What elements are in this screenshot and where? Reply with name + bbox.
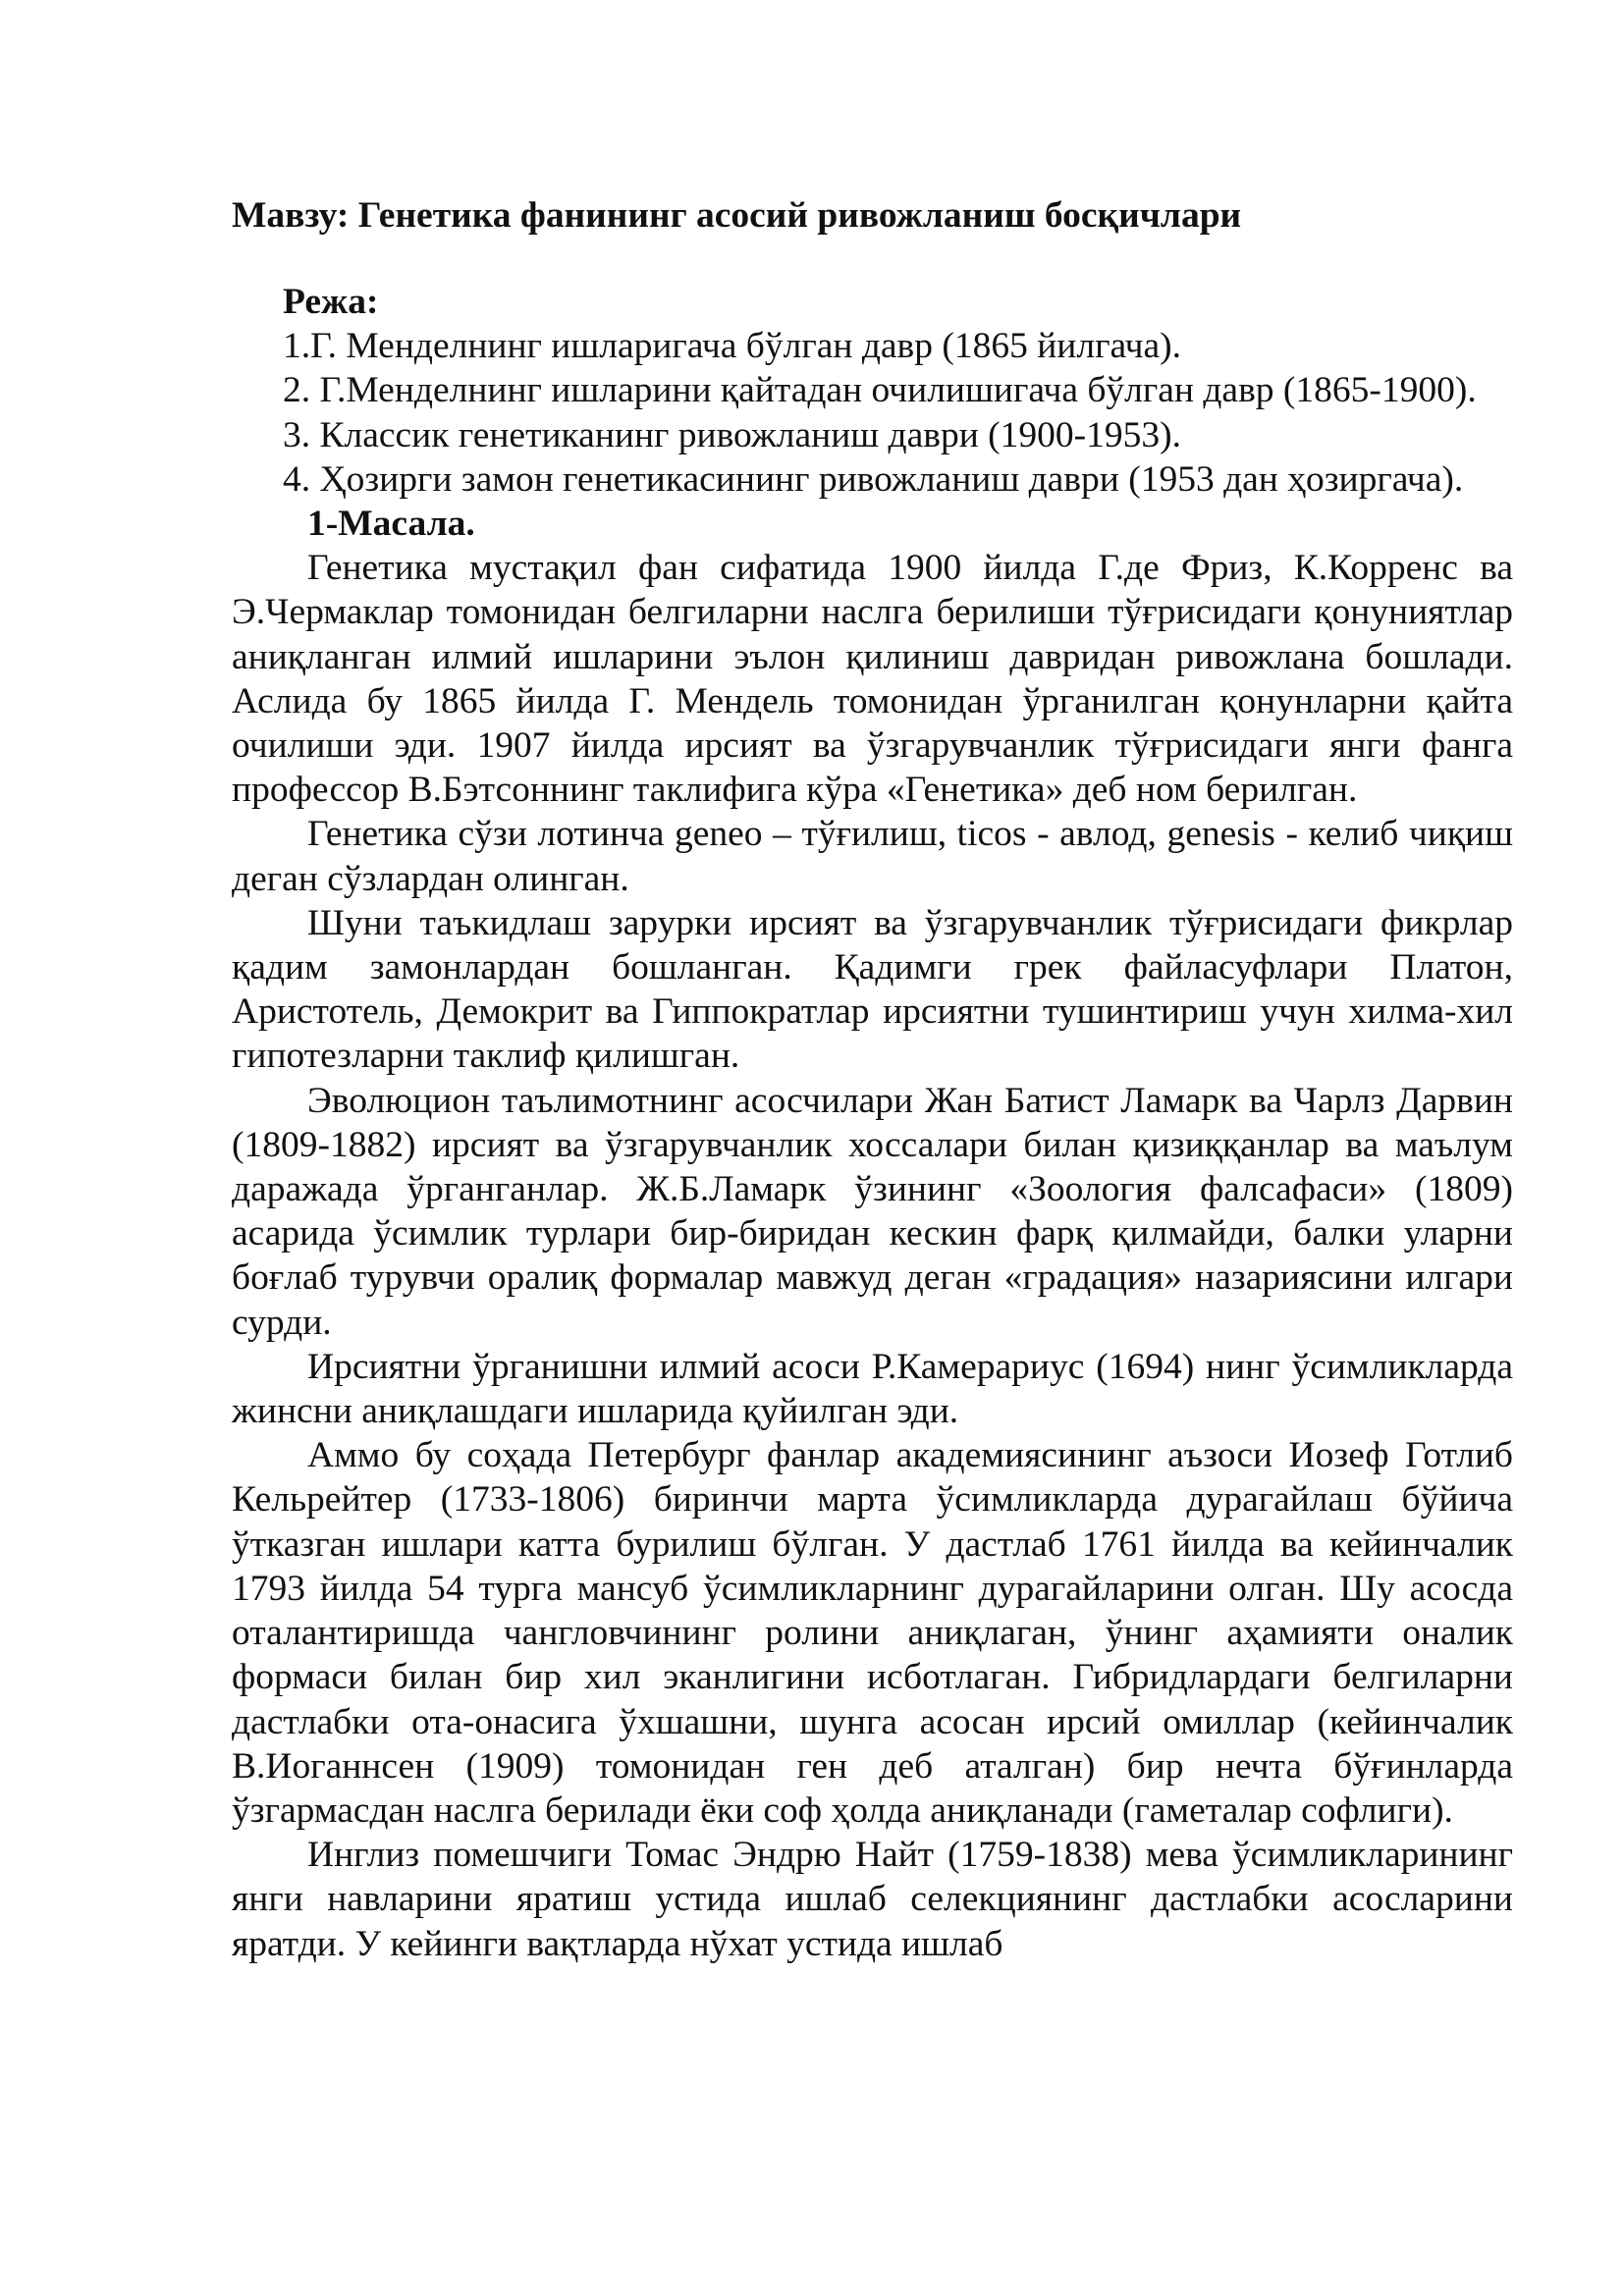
body-paragraph: Шуни таъкидлаш зарурки ирсият ва ўзгарувчанлик тўғрисидаги фикрлар қадим замонлардан бошланган. Қадимги грек файласуфлари Платон, Аристотель, Демокрит ва Гиппократлар ирсиятни тушинтириш учун хилма-хил гипотезларни таклиф қилишган. — [232, 902, 1513, 1077]
plan-item: 4. Ҳозирги замон генетикасининг ривожланиш даври (1953 дан ҳозиргача). — [283, 458, 1464, 500]
plan-item: 2. Г.Менделнинг ишларини қайтадан очилишигача бўлган давр (1865-1900). — [283, 370, 1477, 411]
section-heading: 1-Масала. — [307, 504, 475, 545]
document-title: Мавзу: Генетика фанининг асосий ривожланиш босқичлари — [232, 195, 1242, 236]
body-paragraph: Инглиз помешчиги Томас Эндрю Найт (1759-1838) мева ўсимликларининг янги навларини яратиш устида ишлаб селекциянинг дастлабки асосларини яратди. У кейинги вақтларда нўхат устида ишлаб — [232, 1835, 1513, 1964]
plan-item: 1.Г. Менделнинг ишларигача бўлган давр (1865 йилгача). — [283, 326, 1181, 367]
plan-heading: Режа: — [283, 282, 379, 322]
plan-item: 3. Классик генетиканинг ривожланиш даври (1900-1953). — [283, 414, 1181, 455]
body-paragraph: Аммо бу соҳада Петербург фанлар академиясининг аъзоси Иозеф Готлиб Кельрейтер (1733-1806) биринчи марта ўсимликларда дурагайлаш бўйича ўтказган ишлари катта бурилиш бўлган. У дастлаб 1761 йилда ва кейинчалик 1793 йилда 54 турга мансуб ўсимликларнинг дурагайларини олган. Шу асосда оталантиришда чангловчининг ролини аниқлаган, ўнинг аҳамияти оналик формаси билан бир хил эканлигини исботлаган. Гибридлардаги белгиларни дастлабки ота-онасига ўхшашни, шунга асосан ирсий омиллар (кейинчалик В.Иоганнсен (1909) томонидан ген деб аталган) бир нечта бўғинларда ўзгармасдан наслга берилади ёки соф ҳолда аниқланади (гаметалар софлиги). — [232, 1435, 1513, 1831]
body-paragraph: Эволюцион таълимотнинг асосчилари Жан Батист Ламарк ва Чарлз Дарвин (1809-1882) ирсият ва ўзгарувчанлик хоссалари билан қизиққанлар ва маълум даражада ўрганганлар. Ж.Б.Ламарк ўзининг «Зоология фалсафаси» (1809) асарида ўсимлик турлари бир-биридан кескин фарқ қилмайди, балки уларни боғлаб турувчи оралиқ формалар мавжуд деган «градация» назариясини илгари сурди. — [232, 1080, 1513, 1343]
document-body — [232, 193, 1513, 1966]
body-paragraph: Генетика мустақил фан сифатида 1900 йилда Г.де Фриз, К.Корренс ва Э.Чермаклар томонидан белгиларни наслга берилиши тўғрисидаги қонуниятлар аниқланган илмий ишларини эълон қилиниш давридан ривожлана бошлади. Аслида бу 1865 йилда Г. Мендель томонидан ўрганилган қонунларни қайта очилиши эди. 1907 йилда ирсият ва ўзгарувчанлик тўғрисидаги янги фанга профессор В.Бэтсоннинг таклифига кўра «Генетика» деб ном берилган. — [232, 548, 1513, 811]
body-paragraph: Генетика сўзи лотинча geneo – тўғилиш, ticos - авлод, genesis - келиб чиқиш деган сўзлардан олинган. — [232, 814, 1513, 899]
body-paragraph: Ирсиятни ўрганишни илмий асоси Р.Камерариус (1694) нинг ўсимликларда жинсни аниқлашдаги ишларида қуйилган эди. — [232, 1346, 1513, 1432]
